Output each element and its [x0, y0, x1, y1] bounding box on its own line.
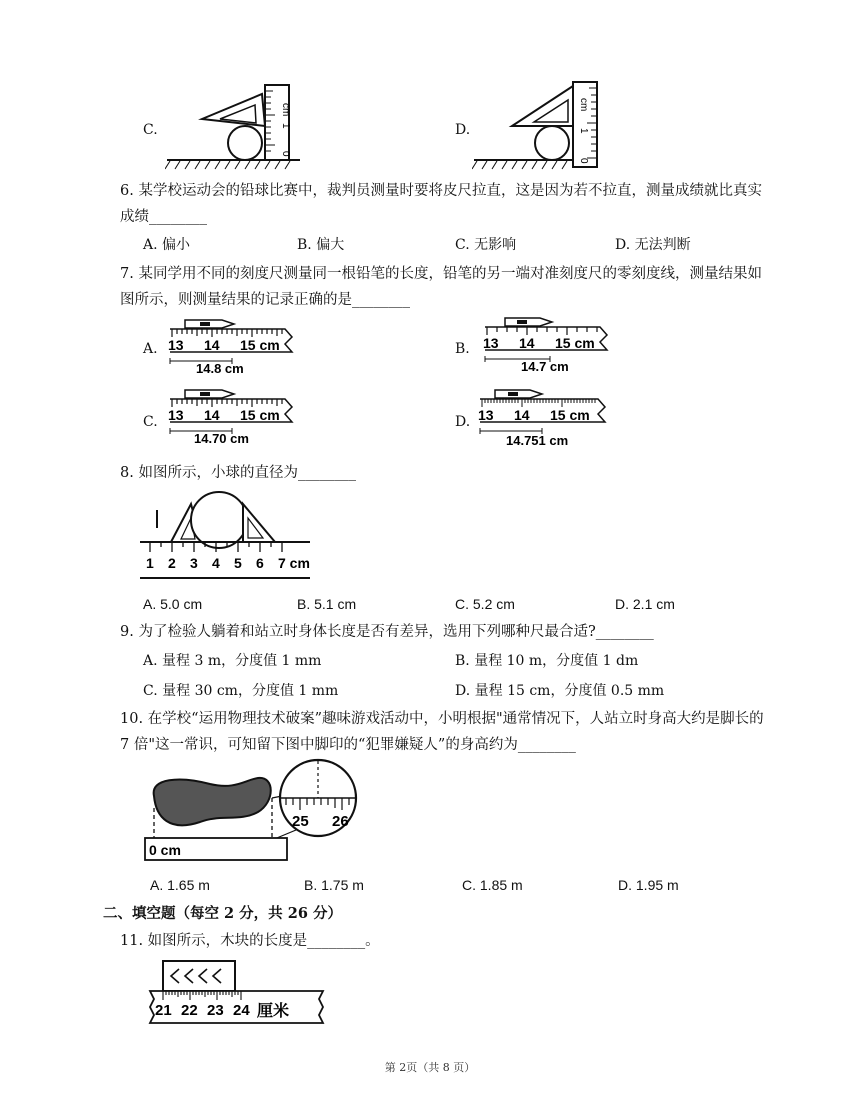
q8-tick-1: 1 [146, 555, 154, 571]
q11-tick-22: 22 [181, 1002, 198, 1019]
page-footer: 第 2页（共 8 页） [384, 1061, 476, 1074]
q7-figure-b [475, 313, 625, 375]
q9-question-text: 9. 为了检验人躺着和站立时身体长度是否有差异，选用下列哪种尺最合适?________ [120, 624, 654, 640]
q11-unit: 厘米 [257, 1003, 290, 1020]
q5-figure-d [472, 80, 612, 175]
q9-option-d: D. 量程 15 cm，分度值 0.5 mm [455, 683, 665, 699]
q10-mag-25: 25 [292, 813, 309, 830]
q7-figure-d [470, 385, 620, 449]
q9-option-c: C. 量程 30 cm，分度值 1 mm [143, 683, 339, 699]
q6-option-c: C. 无影响 [455, 237, 517, 253]
q7-question-text: 7. 某同学用不同的刻度尺测量同一根铅笔的长度，铅笔的另一端对准刻度尺的零刻度线，测量结果如图所示，则测量结果的记录正确的是________ [120, 266, 762, 308]
q7-c-tick-13: 13 [168, 407, 184, 423]
q6-option-b: B. 偏大 [297, 237, 345, 253]
q11-figure [145, 955, 335, 1030]
q7-b-tick-13: 13 [483, 335, 499, 351]
q8-tick-4: 4 [212, 555, 220, 571]
q10-mag-26: 26 [332, 813, 349, 830]
q6-question-text: 6. 某学校运动会的铅球比赛中，裁判员测量时要将皮尺拉直，这是因为若不拉直，测量成绩就比真实成绩________ [120, 183, 762, 225]
q8-tick-7cm: 7 cm [278, 555, 310, 571]
q7-option-a-label: A. [143, 341, 158, 357]
q11-question-text: 11. 如图所示，木块的长度是________。 [120, 933, 380, 949]
q8-option-d: D. 2.1 cm [615, 596, 675, 612]
q5-c-ruler-1: 1 [280, 123, 291, 129]
q7-b-tick-14: 14 [519, 335, 535, 351]
q7-b-tick-15: 15 cm [555, 335, 595, 351]
q9-option-b: B. 量程 10 m，分度值 1 dm [455, 653, 639, 669]
q7-a-tick-13: 13 [168, 337, 184, 353]
q5-option-c-label: C. [143, 122, 158, 138]
q5-option-d-label: D. [455, 122, 471, 138]
q7-c-reading: 14.70 cm [194, 431, 249, 446]
q7-d-tick-14: 14 [514, 407, 530, 423]
q10-option-b: B. 1.75 m [304, 877, 364, 893]
q5-figure-c [165, 83, 305, 173]
q7-a-tick-15: 15 cm [240, 337, 280, 353]
q11-tick-21: 21 [155, 1002, 172, 1019]
q8-tick-3: 3 [190, 555, 198, 571]
q7-c-tick-15: 15 cm [240, 407, 280, 423]
q6-option-a: A. 偏小 [143, 237, 191, 253]
q8-tick-5: 5 [234, 555, 242, 571]
q7-d-reading: 14.751 cm [506, 433, 569, 448]
q7-b-reading: 14.7 cm [521, 359, 569, 374]
q8-figure [135, 490, 325, 582]
q10-figure [140, 758, 370, 868]
q5-d-ruler-unit: cm [578, 98, 589, 112]
q5-c-ruler-0: 0 [280, 151, 291, 157]
q11-tick-24: 24 [233, 1002, 250, 1019]
q8-tick-2: 2 [168, 555, 176, 571]
q7-figure-a [160, 315, 310, 377]
q7-option-d-label: D. [455, 414, 471, 430]
q10-ruler-zero: 0 cm [149, 842, 181, 858]
q7-option-c-label: C. [143, 414, 158, 430]
q8-option-c: C. 5.2 cm [455, 596, 515, 612]
q7-option-b-label: B. [455, 341, 470, 357]
q5-c-ruler-unit: cm [280, 103, 291, 117]
q8-option-b: B. 5.1 cm [297, 596, 357, 612]
section-2-title: 二、填空题（每空 2 分，共 26 分） [103, 905, 342, 922]
q10-question-text: 10. 在学校“运用物理技术破案”趣味游戏活动中，小明根据"通常情况下，人站立时身高大约是脚长的 7 倍"这一常识，可知留下图中脚印的“犯罪嫌疑人”的身高约为________ [120, 711, 764, 753]
q7-d-tick-15: 15 cm [550, 407, 590, 423]
q7-a-reading: 14.8 cm [196, 361, 244, 376]
q8-tick-6: 6 [256, 555, 264, 571]
q8-question-text: 8. 如图所示，小球的直径为________ [120, 465, 356, 481]
q7-c-tick-14: 14 [204, 407, 220, 423]
q7-figure-c [160, 385, 310, 447]
q5-d-ruler-1: 1 [578, 128, 589, 134]
q7-d-tick-13: 13 [478, 407, 494, 423]
q8-option-a: A. 5.0 cm [143, 596, 203, 612]
q6-option-d: D. 无法判断 [615, 237, 691, 253]
q10-option-d: D. 1.95 m [618, 877, 679, 893]
q11-tick-23: 23 [207, 1002, 224, 1019]
q10-option-a: A. 1.65 m [150, 877, 210, 893]
q9-option-a: A. 量程 3 m，分度值 1 mm [143, 653, 322, 669]
q5-d-ruler-0: 0 [578, 158, 589, 164]
q10-option-c: C. 1.85 m [462, 877, 523, 893]
q7-a-tick-14: 14 [204, 337, 220, 353]
